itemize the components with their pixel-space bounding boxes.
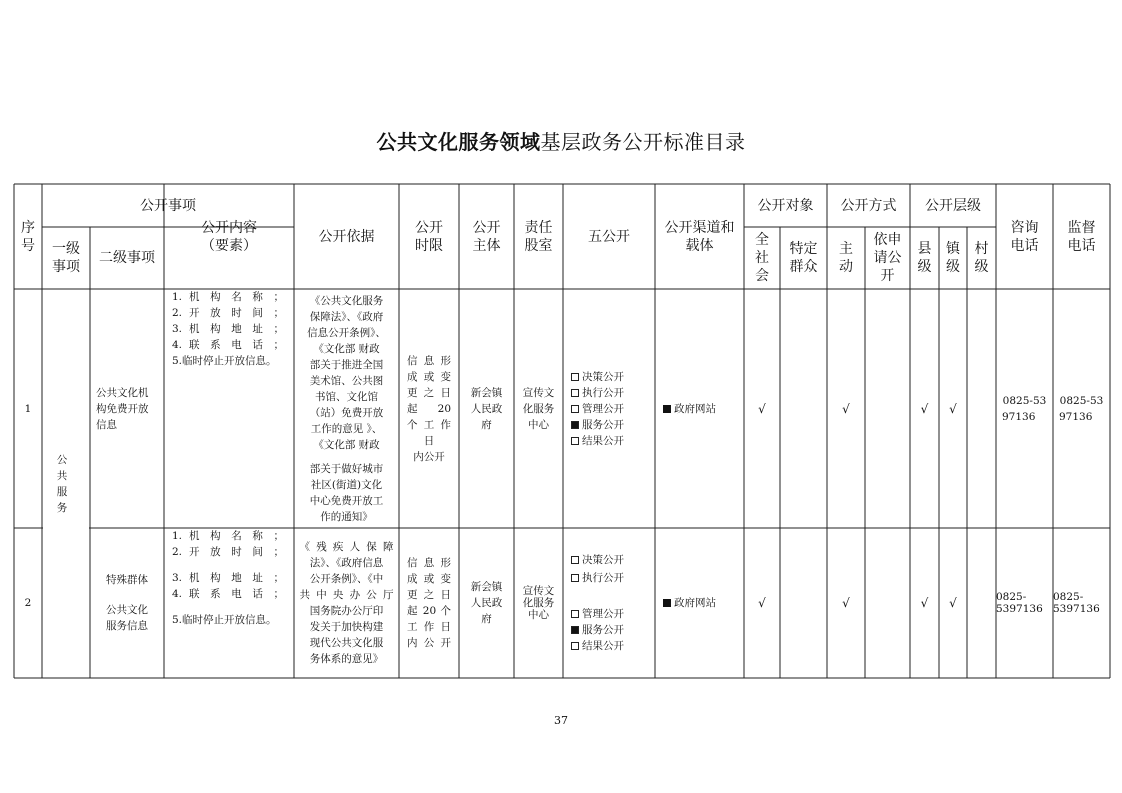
timelimit-line: 信息形 xyxy=(407,354,451,367)
five-item-label: 管理公开 xyxy=(582,608,624,620)
header-target: 公开对象 xyxy=(757,197,814,214)
table-row-2-channel xyxy=(655,528,744,678)
checkbox-icon xyxy=(571,642,579,650)
basis-line: 信息公开条例》、 xyxy=(307,326,386,339)
content-line: 5.临时停止开放信息。 xyxy=(172,355,277,367)
table-row-1-method-active: √ xyxy=(842,401,850,416)
supervise-line: 0825- xyxy=(1053,591,1084,603)
dept-line: 中心 xyxy=(528,418,549,431)
five-item xyxy=(571,552,624,568)
content-line: 3. 机 构 地 址 ； xyxy=(172,572,284,584)
table-row-1-level-town: √ xyxy=(949,401,957,416)
timelimit-line: 个工作 xyxy=(407,418,451,431)
table-row-1-seq: 1 xyxy=(24,402,32,415)
five-item-label: 执行公开 xyxy=(582,572,624,584)
basis-line: 《残疾人保障 xyxy=(299,541,394,553)
content-line xyxy=(172,560,284,570)
table-row-2-level-town: √ xyxy=(949,596,957,610)
dept-line: 宣传文 xyxy=(522,585,555,597)
five-item-label: 服务公开 xyxy=(582,624,624,636)
phone-line: 0825-53 xyxy=(1002,394,1047,407)
basis-line: 务体系的意见》 xyxy=(309,653,384,665)
content-line: 2. 开 放 时 间 ； xyxy=(172,546,284,558)
five-item xyxy=(571,570,624,586)
table-row-2-basis xyxy=(294,528,399,678)
header-level-village-text: 村级 xyxy=(974,241,989,275)
level2-line: 特殊群体 xyxy=(106,574,148,586)
basis-line xyxy=(300,453,394,461)
five-item xyxy=(571,401,624,417)
header-content xyxy=(164,184,294,289)
table-row-2-five xyxy=(563,528,655,678)
timelimit-line: 日 xyxy=(423,434,435,447)
checkbox-icon xyxy=(571,610,579,618)
basis-line: 保障法》、《政府 xyxy=(309,310,384,323)
table-row-2-timelimit xyxy=(399,528,459,678)
level1-shared-text: 公共服务 xyxy=(56,453,76,514)
table-row-2-dept xyxy=(514,528,563,678)
five-item xyxy=(571,638,624,654)
supervise-line: 0825-53 xyxy=(1059,394,1104,407)
basis-line: 作的通知》 xyxy=(320,510,373,523)
table-row-2-content xyxy=(164,528,294,678)
five-item xyxy=(571,433,624,449)
level1-shared xyxy=(42,289,90,678)
basis-line: 工作的意见 》、 xyxy=(310,422,383,435)
checkbox-icon xyxy=(571,389,579,397)
header-supervise xyxy=(1053,184,1110,289)
table-row-1-subject xyxy=(459,289,514,528)
supervise-line: 5397136 xyxy=(1053,603,1100,615)
header-method-active xyxy=(827,227,865,289)
basis-line: 共中央办公厅 xyxy=(299,589,394,601)
five-item-label: 结果公开 xyxy=(582,640,624,652)
table-row-2-subject xyxy=(459,528,514,678)
table-row-1-level-county: √ xyxy=(920,401,929,416)
table-row-2-phone xyxy=(996,528,1053,678)
basis-line: 发关于加快构建 xyxy=(309,621,384,633)
basis-line: 现代公共文化服 xyxy=(309,637,384,649)
basis-line: 美术馆、公共图 xyxy=(309,374,384,387)
timelimit-line: 起 20 个 xyxy=(407,605,451,617)
header-level1 xyxy=(42,227,90,289)
header-level-village xyxy=(967,227,996,289)
table-row-1-phone xyxy=(996,289,1053,528)
subject-line: 新会镇 xyxy=(470,581,503,593)
basis-line: 中心免费开放工 xyxy=(309,494,384,507)
header-content-line2: （要素） xyxy=(201,237,257,254)
header-method-apply-text: 依申请公开 xyxy=(873,232,902,284)
basis-line: 法》、《政府信息 xyxy=(309,557,384,569)
subject-line: 人民政 xyxy=(470,402,503,415)
table-row-1-level2-text: 公共文化机构免费开放信息 xyxy=(96,386,149,431)
table-row-1-timelimit xyxy=(399,289,459,528)
five-item-label: 执行公开 xyxy=(582,386,624,399)
header-content-line1: 公开内容 xyxy=(201,219,257,236)
page-number: 37 xyxy=(554,714,568,727)
timelimit-line: 信息形 xyxy=(407,557,451,569)
header-supervise-text: 监督电话 xyxy=(1067,219,1096,254)
table-row-1-dept xyxy=(514,289,563,528)
content-line: 5.临时停止开放信息。 xyxy=(172,614,277,626)
table-row-2-level-county: √ xyxy=(920,596,929,610)
five-item xyxy=(571,622,624,638)
table-row-1-content xyxy=(164,289,294,528)
dept-line: 化服务 xyxy=(522,402,555,415)
filled-square-icon xyxy=(663,599,671,607)
basis-line: 《文化部 财政 xyxy=(313,438,380,451)
header-level-county xyxy=(910,227,939,289)
header-target-specific-text: 特定群众 xyxy=(789,241,818,275)
filled-square-icon xyxy=(663,405,671,413)
header-level-county-text: 县级 xyxy=(917,241,932,275)
timelimit-line: 更之日 xyxy=(407,386,451,399)
basis-line: 国务院办公厅印 xyxy=(309,605,384,617)
header-seq-text: 序号 xyxy=(21,219,35,254)
content-line: 4. 联 系 电 话 ； xyxy=(172,339,284,351)
title-bold-part: 公共文化服务领域 xyxy=(376,130,541,154)
timelimit-line: 内公开 xyxy=(407,637,451,649)
basis-line: 《文化部 财政 xyxy=(313,342,380,355)
header-method-active-text: 主动 xyxy=(839,241,853,275)
checkbox-icon xyxy=(571,437,579,445)
five-item-label: 管理公开 xyxy=(582,402,624,415)
table-row-1-target-all: √ xyxy=(758,401,766,416)
header-timelimit xyxy=(399,184,459,289)
header-method-apply xyxy=(865,227,910,289)
dept-line: 中心 xyxy=(528,609,549,621)
table-row-1-level2 xyxy=(90,289,164,528)
header-dept-text: 责任股室 xyxy=(524,219,553,254)
channel-label: 政府网站 xyxy=(674,597,716,609)
five-item xyxy=(571,385,624,401)
checkbox-icon xyxy=(571,574,579,582)
five-item xyxy=(571,606,624,622)
subject-line: 府 xyxy=(481,418,492,431)
phone-line: 97136 xyxy=(1002,410,1036,423)
header-level1-text: 一级事项 xyxy=(52,241,80,275)
phone-line: 5397136 xyxy=(996,603,1043,615)
timelimit-line: 工作日 xyxy=(407,621,451,633)
content-line: 4. 联 系 电 话 ； xyxy=(172,588,284,600)
table-row-1-channel xyxy=(655,289,744,528)
basis-line: 部关于推进全国 xyxy=(309,358,384,371)
table-row-1-supervise xyxy=(1053,289,1110,528)
table-row-2-level2 xyxy=(90,528,164,678)
content-line: 2. 开 放 时 间 ； xyxy=(172,307,284,319)
title-normal-part: 基层政务公开标准目录 xyxy=(540,130,746,154)
header-subject-text: 公开主体 xyxy=(472,219,501,254)
checkbox-icon xyxy=(571,373,579,381)
header-five: 五公开 xyxy=(588,228,630,245)
header-phone-text: 咨询电话 xyxy=(1010,219,1039,254)
header-target-specific xyxy=(780,227,827,289)
content-line xyxy=(172,602,284,612)
basis-line: （站）免费开放 xyxy=(309,406,384,419)
header-items: 公开事项 xyxy=(140,197,196,214)
header-basis: 公开依据 xyxy=(318,228,375,245)
header-channel xyxy=(655,184,744,289)
subject-line: 府 xyxy=(481,613,492,625)
table-row-2-method-active: √ xyxy=(842,596,850,610)
header-level-town-text: 镇级 xyxy=(946,241,960,275)
five-item xyxy=(571,369,624,385)
header-seq xyxy=(14,184,42,289)
header-method: 公开方式 xyxy=(840,197,897,214)
checkbox-checked-icon xyxy=(571,421,579,429)
timelimit-line: 成或变 xyxy=(407,573,451,585)
header-target-all xyxy=(744,227,780,289)
five-item-label: 决策公开 xyxy=(582,554,624,566)
table-row-2-supervise xyxy=(1053,528,1110,678)
five-item xyxy=(571,417,624,433)
header-level2: 二级事项 xyxy=(99,250,155,266)
header-level-town xyxy=(939,227,967,289)
five-item-label: 决策公开 xyxy=(582,370,624,383)
checkbox-checked-icon xyxy=(571,626,579,634)
header-subject xyxy=(459,184,514,289)
level2-line: 公共文化 xyxy=(106,604,148,616)
table-row-2-seq: 2 xyxy=(24,597,32,609)
subject-line: 人民政 xyxy=(470,597,503,609)
phone-line: 0825- xyxy=(996,591,1027,603)
table-row-1-basis xyxy=(294,289,399,528)
header-target-all-text: 全社会 xyxy=(755,232,769,284)
checkbox-icon xyxy=(571,556,579,564)
header-level: 公开层级 xyxy=(925,197,981,214)
table-row-2-target-all: √ xyxy=(758,596,766,610)
dept-line: 宣传文 xyxy=(522,386,555,399)
basis-line: 部关于做好城市 xyxy=(309,462,384,475)
header-timelimit-text: 公开时限 xyxy=(415,219,443,254)
dept-line: 化服务 xyxy=(522,597,555,609)
supervise-line: 97136 xyxy=(1059,410,1093,423)
timelimit-line: 内公开 xyxy=(413,450,445,463)
table-row-1-five xyxy=(563,289,655,528)
five-item-label: 结果公开 xyxy=(582,434,624,447)
timelimit-line: 成或变 xyxy=(407,370,451,383)
header-channel-text: 公开渠道和载体 xyxy=(664,219,735,254)
header-dept xyxy=(514,184,563,289)
content-line: 3. 机 构 地 址 ； xyxy=(172,323,284,335)
timelimit-line: 更之日 xyxy=(407,589,451,601)
subject-line: 新会镇 xyxy=(470,386,503,399)
basis-line: 《公共文化服务 xyxy=(309,294,384,307)
header-phone xyxy=(996,184,1053,289)
level2-line: 服务信息 xyxy=(106,620,148,632)
basis-line: 公开条例》、《中 xyxy=(309,573,384,585)
content-line: 1. 机 构 名 称 ； xyxy=(172,530,284,542)
checkbox-icon xyxy=(571,405,579,413)
channel-label: 政府网站 xyxy=(674,402,716,415)
basis-line: 社区(街道)文化 xyxy=(310,478,383,491)
content-line: 1. 机 构 名 称 ； xyxy=(172,291,284,303)
five-item-label: 服务公开 xyxy=(582,418,624,431)
timelimit-line: 起 20 xyxy=(407,402,451,415)
basis-line: 书馆、文化馆 xyxy=(315,390,378,403)
